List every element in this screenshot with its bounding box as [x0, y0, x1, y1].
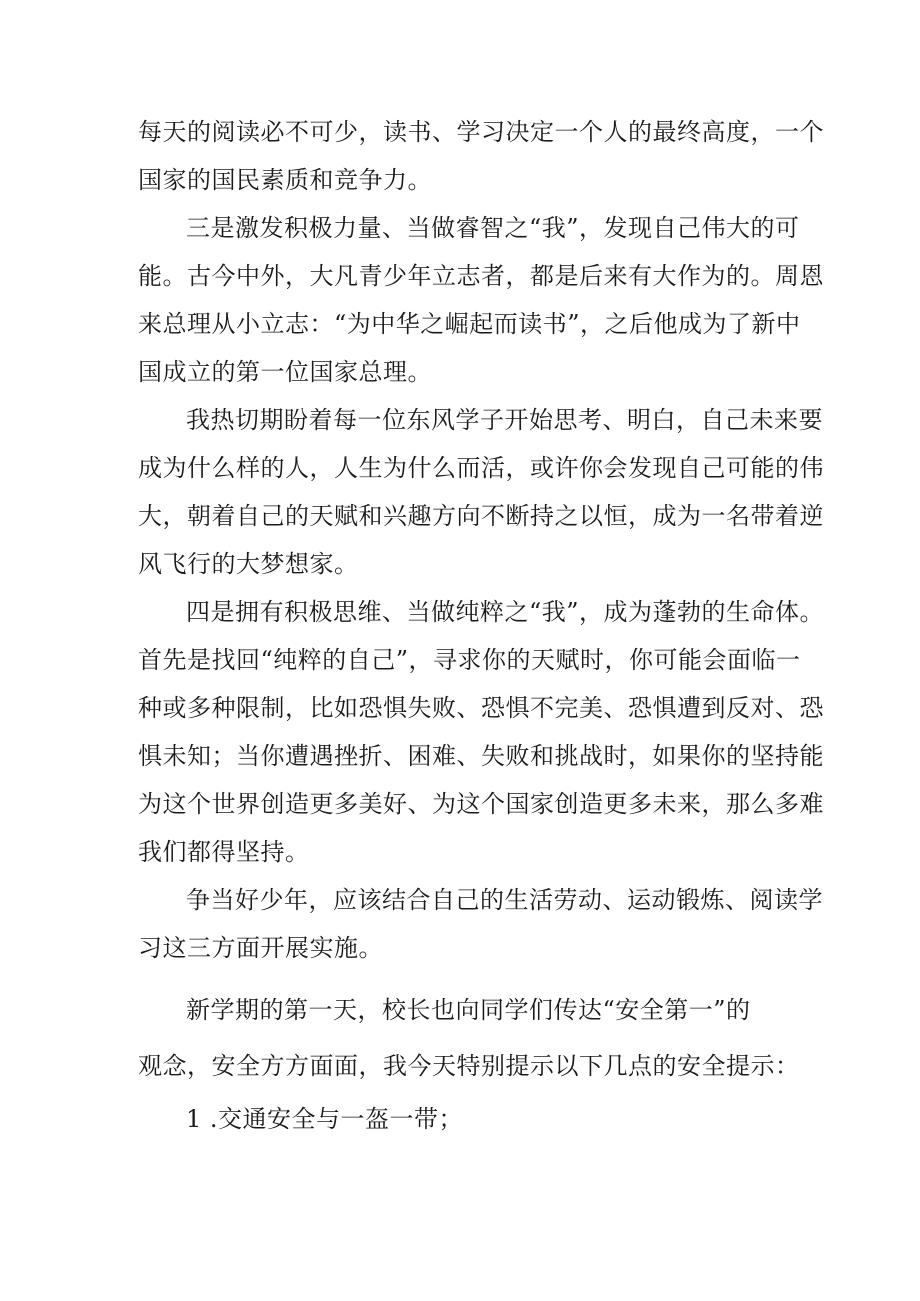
- text-line-19: 新学期的第一天，校长也向同学们传达“安全第一”的: [186, 996, 751, 1024]
- text-line-6: 国成立的第一位国家总理。: [138, 358, 432, 386]
- text-line-21: 1 .交通安全与一盔一带；: [186, 1105, 464, 1133]
- text-line-14: 惧未知；当你遭遇挫折、困难、失败和挑战时，如果你的坚持能: [138, 742, 824, 770]
- text-line-17: 争当好少年，应该结合自己的生活劳动、运动锻炼、阅读学: [186, 886, 823, 914]
- text-line-18: 习这三方面开展实施。: [138, 934, 383, 962]
- text-line-1: 每天的阅读必不可少，读书、学习决定一个人的最终高度，一个: [138, 118, 824, 146]
- text-line-12: 首先是找回“纯粹的自己”，寻求你的天赋时，你可能会面临一: [138, 646, 801, 674]
- text-line-7: 我热切期盼着每一位东风学子开始思考、明白，自己未来要: [186, 406, 823, 434]
- text-line-20: 观念，安全方方面面，我今天特别提示以下几点的安全提示：: [138, 1052, 800, 1080]
- text-line-3: 三是激发积极力量、当做睿智之“我”，发现自己伟大的可: [186, 214, 800, 242]
- text-line-8: 成为什么样的人，人生为什么而活，或许你会发现自己可能的伟: [138, 454, 824, 482]
- text-line-11: 四是拥有积极思维、当做纯粹之“我”，成为蓬勃的生命体。: [186, 598, 825, 626]
- text-line-9: 大，朝着自己的天赋和兴趣方向不断持之以恒，成为一名带着逆: [138, 502, 824, 530]
- text-line-2: 国家的国民素质和竞争力。: [138, 166, 432, 194]
- text-line-5: 来总理从小立志：“为中华之崛起而读书”，之后他成为了新中: [138, 310, 801, 338]
- text-line-4: 能。古今中外，大凡青少年立志者，都是后来有大作为的。周恩: [138, 262, 824, 290]
- text-line-16: 我们都得坚持。: [138, 838, 310, 866]
- text-line-10: 风飞行的大梦想家。: [138, 550, 359, 578]
- text-line-15: 为这个世界创造更多美好、为这个国家创造更多未来，那么多难: [138, 790, 824, 818]
- text-line-13: 种或多种限制，比如恐惧失败、恐惧不完美、恐惧遭到反对、恐: [138, 694, 824, 722]
